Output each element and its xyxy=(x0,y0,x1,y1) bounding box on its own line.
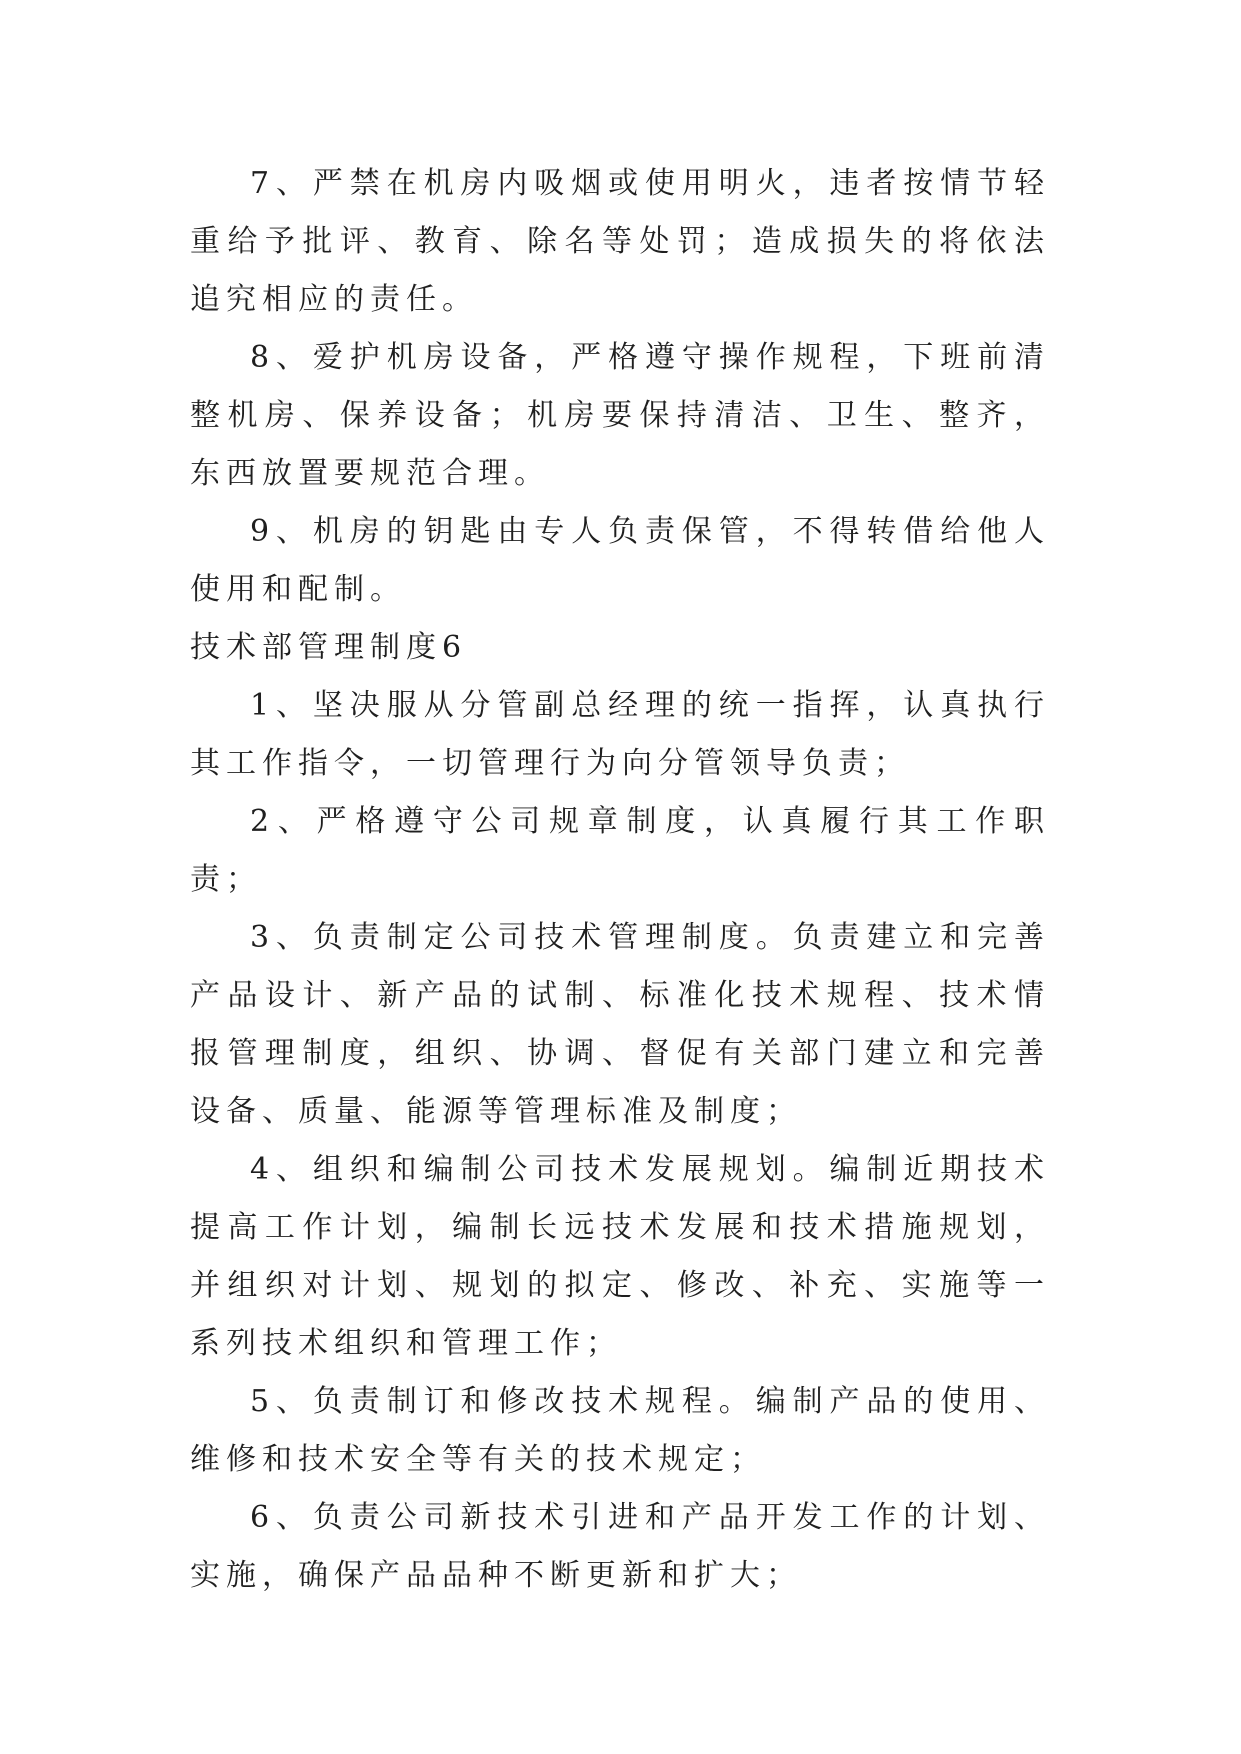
paragraph-3-management-system: 3、负责制定公司技术管理制度。负责建立和完善产品设计、新产品的试制、标准化技术规程、技术情报管理制度，组织、协调、督促有关部门建立和完善设备、质量、能源等管理标准及制度； xyxy=(190,920,1050,1129)
section-heading: 技术部管理制度6 xyxy=(190,630,468,665)
paragraph-1-obey-command: 1、坚决服从分管副总经理的统一指挥，认真执行其工作指令，一切管理行为向分管领导负责； xyxy=(190,688,1050,781)
paragraph-5-technical-rules: 5、负责制订和修改技术规程。编制产品的使用、维修和技术安全等有关的技术规定； xyxy=(190,1384,1050,1477)
paragraph-9-key-custody: 9、机房的钥匙由专人负责保管，不得转借给他人使用和配制。 xyxy=(190,514,1050,607)
paragraph-2-comply-rules: 2、严格遵守公司规章制度，认真履行其工作职责； xyxy=(190,804,1050,897)
paragraph-6-new-technology: 6、负责公司新技术引进和产品开发工作的计划、实施，确保产品品种不断更新和扩大； xyxy=(190,1500,1050,1593)
document-body xyxy=(190,155,1050,1605)
paragraph-4-development-plan: 4、组织和编制公司技术发展规划。编制近期技术提高工作计划，编制长远技术发展和技术措施规划，并组织对计划、规划的拟定、修改、补充、实施等一系列技术组织和管理工作； xyxy=(190,1152,1050,1361)
paragraph-7-smoking-ban: 7、严禁在机房内吸烟或使用明火，违者按情节轻重给予批评、教育、除名等处罚；造成损失的将依法追究相应的责任。 xyxy=(190,166,1050,317)
paragraph-8-equipment-care: 8、爱护机房设备，严格遵守操作规程，下班前清整机房、保养设备；机房要保持清洁、卫生、整齐，东西放置要规范合理。 xyxy=(190,340,1050,491)
